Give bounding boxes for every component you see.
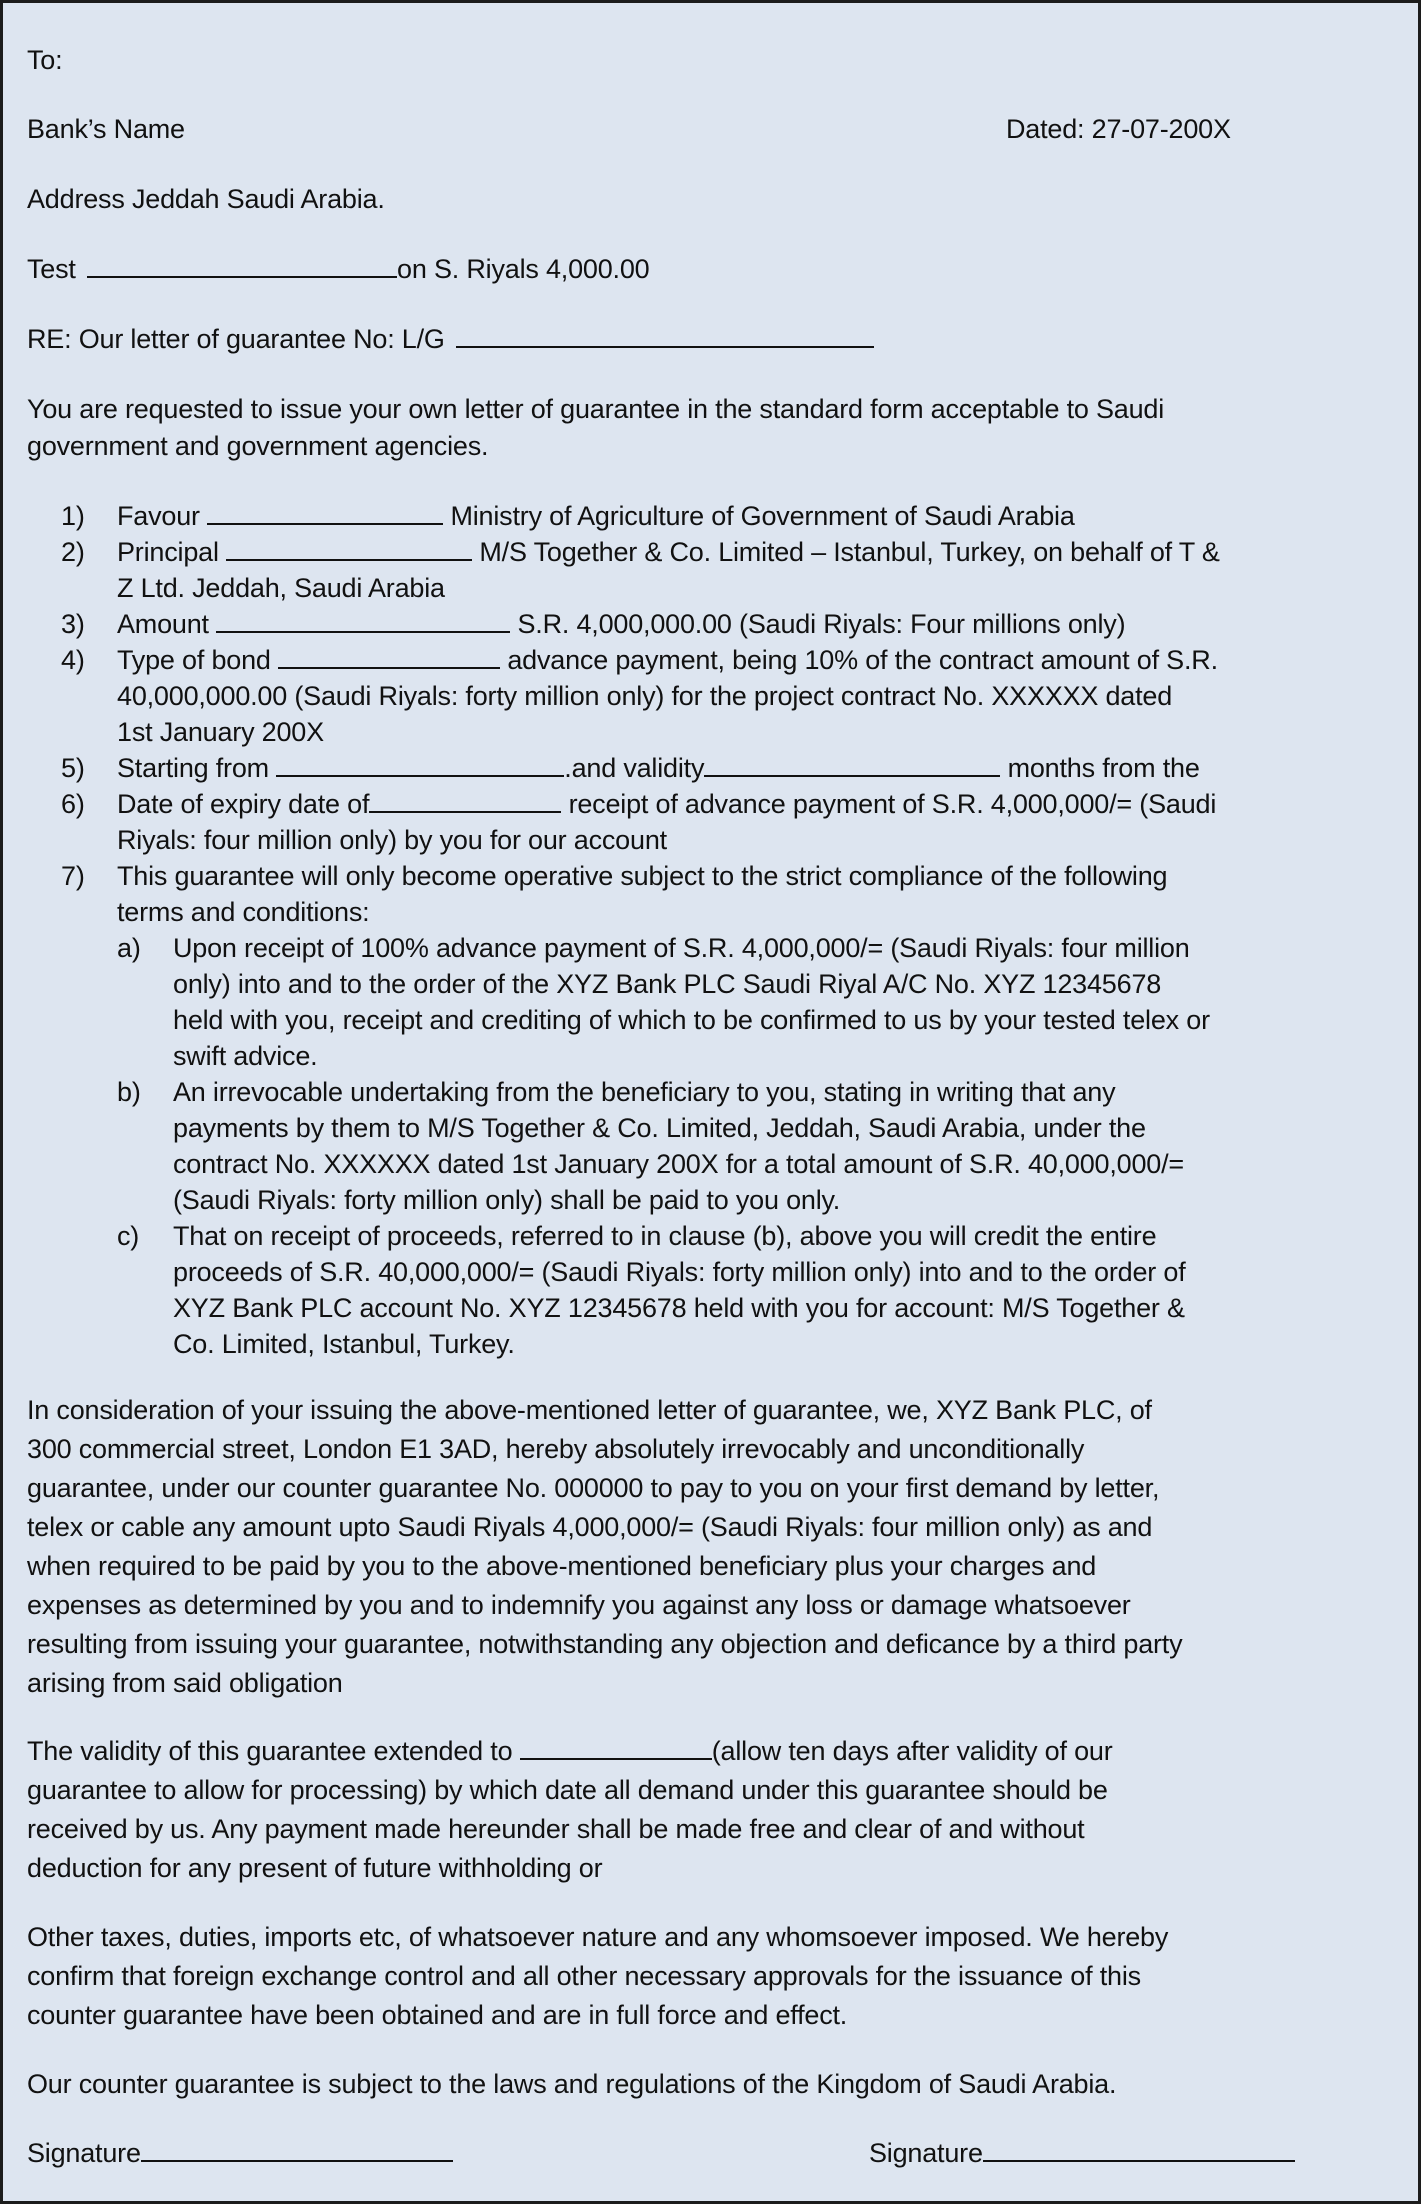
intro-line-1: You are requested to issue your own letter of guarantee in the standard form acceptable to Saudi (27, 394, 1165, 424)
subitem-text: contract No. XXXXXX dated 1st January 200X for a total amount of S.R. 40,000,000/= (173, 1149, 1184, 1179)
test-blank[interactable] (87, 254, 397, 278)
item-number: 6) (61, 789, 85, 819)
consideration-line: when required to be paid by you to the above-mentioned beneficiary plus your charges and (27, 1551, 1097, 1581)
item-text: advance payment, being 10% of the contract amount of S.R. (507, 645, 1218, 675)
validity-line: deduction for any present of future withholding or (27, 1853, 603, 1883)
item-starting-from (117, 751, 1200, 785)
consideration-line: arising from said obligation (27, 1668, 343, 1698)
starting-from-blank[interactable] (276, 753, 564, 777)
intro-line-2: government and government agencies. (27, 431, 489, 461)
validity-blank[interactable] (704, 753, 1000, 777)
test-label: Test (27, 254, 76, 284)
item-number: 1) (61, 501, 85, 531)
taxes-line: confirm that foreign exchange control and all other necessary approvals for the issuance of this (27, 1961, 1141, 1991)
item-label: Type of bond (117, 645, 271, 675)
consideration-line: expenses as determined by you and to indemnify you against any loss or damage whatsoever (27, 1590, 1131, 1620)
subitem-text: Upon receipt of 100% advance payment of S.R. 4,000,000/= (Saudi Riyals: four million (173, 933, 1190, 963)
expiry-date-blank[interactable] (369, 789, 561, 813)
test-line (27, 252, 650, 286)
signature-left-blank[interactable] (141, 2138, 453, 2162)
subitem-text: That on receipt of proceeds, referred to in clause (b), above you will credit the entire (173, 1221, 1157, 1251)
item-expiry-date (117, 787, 1216, 821)
item-number: 7) (61, 861, 85, 891)
consideration-line: telex or cable any amount upto Saudi Riyals 4,000,000/= (Saudi Riyals: four million only) as and (27, 1512, 1153, 1542)
item-label: Amount (117, 609, 209, 639)
validity-extended-blank[interactable] (520, 1736, 712, 1760)
validity-line (27, 1734, 1113, 1768)
consideration-line: guarantee, under our counter guarantee No. 000000 to pay to you on your first demand by letter, (27, 1473, 1160, 1503)
subitem-letter: c) (117, 1221, 140, 1251)
item-label: Starting from (117, 753, 269, 783)
item-principal (117, 535, 1220, 569)
address-line: Address Jeddah Saudi Arabia. (27, 184, 385, 214)
validity-label: .and validity (564, 753, 705, 783)
principal-blank[interactable] (226, 537, 472, 561)
validity-suffix: (allow ten days after validity of our (711, 1736, 1113, 1766)
item-text: S.R. 4,000,000.00 (Saudi Riyals: Four millions only) (517, 609, 1126, 639)
item-number: 4) (61, 645, 85, 675)
re-label: RE: Our letter of guarantee No: L/G (27, 324, 445, 354)
item-operative-conditions: This guarantee will only become operative subject to the strict compliance of the following (117, 861, 1168, 891)
item-text: Ministry of Agriculture of Government of Saudi Arabia (450, 501, 1075, 531)
amount-blank[interactable] (216, 609, 510, 633)
favour-blank[interactable] (207, 501, 443, 525)
item-text-continued: 1st January 200X (117, 717, 324, 747)
item-label: Favour (117, 501, 200, 531)
test-suffix: on S. Riyals 4,000.00 (397, 254, 650, 284)
subitem-text: swift advice. (173, 1041, 318, 1071)
item-text-continued: Z Ltd. Jeddah, Saudi Arabia (117, 573, 445, 603)
item-favour (117, 499, 1075, 533)
signature-label: Signature (27, 2138, 141, 2168)
re-line (27, 322, 874, 356)
subitem-text: An irrevocable undertaking from the beneficiary to you, stating in writing that any (173, 1077, 1116, 1107)
item-label: Principal (117, 537, 219, 567)
taxes-line: counter guarantee have been obtained and are in full force and effect. (27, 2000, 848, 2030)
item-text: months from the (1007, 753, 1200, 783)
signature-right-blank[interactable] (983, 2138, 1295, 2162)
bank-name: Bank’s Name (27, 114, 185, 144)
dated-field: Dated: 27-07-200X (1006, 114, 1231, 144)
signature-label: Signature (869, 2138, 983, 2168)
to-label: To: (27, 45, 63, 75)
item-text-continued: terms and conditions: (117, 897, 370, 927)
subitem-letter: b) (117, 1077, 141, 1107)
validity-line: guarantee to allow for processing) by which date all demand under this guarantee should be (27, 1775, 1108, 1805)
item-text: M/S Together & Co. Limited – Istanbul, Turkey, on behalf of T & (479, 537, 1220, 567)
consideration-line: 300 commercial street, London E1 3AD, hereby absolutely irrevocably and unconditionally (27, 1434, 1085, 1464)
consideration-line: In consideration of your issuing the above-mentioned letter of guarantee, we, XYZ Bank PLC, of (27, 1395, 1152, 1425)
item-label: Date of expiry date of (117, 789, 370, 819)
item-number: 2) (61, 537, 85, 567)
subitem-text: only) into and to the order of the XYZ Bank PLC Saudi Riyal A/C No. XYZ 12345678 (173, 969, 1162, 999)
taxes-line: Other taxes, duties, imports etc, of whatsoever nature and any whomsoever imposed. We hereby (27, 1922, 1169, 1952)
subitem-text: payments by them to M/S Together & Co. Limited, Jeddah, Saudi Arabia, under the (173, 1113, 1146, 1143)
subitem-text: (Saudi Riyals: forty million only) shall be paid to you only. (173, 1185, 841, 1215)
signature-left (27, 2136, 453, 2170)
bond-type-blank[interactable] (278, 645, 500, 669)
governing-law: Our counter guarantee is subject to the laws and regulations of the Kingdom of Saudi Arabia. (27, 2069, 1117, 2099)
validity-line: received by us. Any payment made hereunder shall be made free and clear of and without (27, 1814, 1085, 1844)
subitem-text: Co. Limited, Istanbul, Turkey. (173, 1329, 515, 1359)
item-amount (117, 607, 1125, 641)
item-type-of-bond (117, 643, 1218, 677)
subitem-text: held with you, receipt and crediting of which to be confirmed to us by your tested telex or (173, 1005, 1210, 1035)
subitem-text: proceeds of S.R. 40,000,000/= (Saudi Riyals: forty million only) into and to the order of (173, 1257, 1186, 1287)
item-number: 3) (61, 609, 85, 639)
lg-number-blank[interactable] (456, 324, 874, 348)
signature-right (869, 2136, 1295, 2170)
consideration-line: resulting from issuing your guarantee, notwithstanding any objection and deficance by a third party (27, 1629, 1183, 1659)
item-text-continued: 40,000,000.00 (Saudi Riyals: forty million only) for the project contract No. XXXXXX dated (117, 681, 1173, 711)
subitem-text: XYZ Bank PLC account No. XYZ 12345678 held with you for account: M/S Together & (173, 1293, 1185, 1323)
subitem-letter: a) (117, 933, 141, 963)
item-number: 5) (61, 753, 85, 783)
item-text: receipt of advance payment of S.R. 4,000,000/= (Saudi (568, 789, 1217, 819)
validity-prefix: The validity of this guarantee extended to (27, 1736, 520, 1766)
item-text-continued: Riyals: four million only) by you for our account (117, 825, 667, 855)
